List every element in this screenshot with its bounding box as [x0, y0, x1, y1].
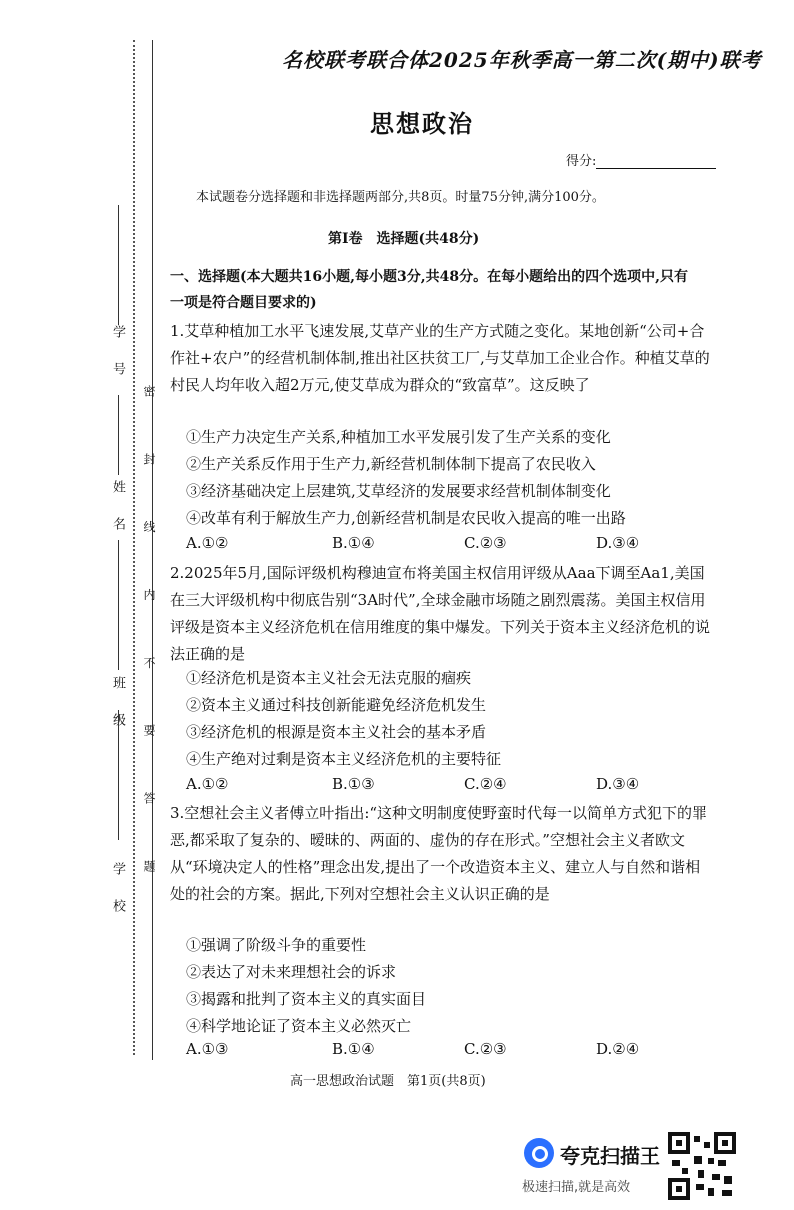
question-stem: 1.艾草种植加工水平飞速发展,艾草产业的生产方式随之变化。某地创新“公司+合作社+农户”的经营机制体制,推出社区扶贫工厂,与艾草加工企业合作。种植艾草的村民人均年收入超2万元,使艾草成为群众的“致富草”。这反映了: [170, 322, 710, 394]
choice-b[interactable]: B.①④: [332, 1040, 375, 1058]
seal-notice: 密 封 线 内 不 要 答 题: [142, 385, 156, 898]
choice-c[interactable]: C.②④: [464, 775, 507, 793]
school-label: 学 校: [110, 862, 125, 923]
question-2-option-2: ②资本主义通过科技创新能避免经济危机发生: [186, 696, 487, 714]
question-1-option-4: ④改革有利于解放生产力,创新经营机制是农民收入提高的唯一出路: [186, 509, 626, 527]
watermark-tagline: 极速扫描,就是高效: [522, 1180, 631, 1195]
student-id-blank: [118, 205, 119, 325]
score-label: 得分:: [566, 154, 597, 169]
part-title: 第Ⅰ卷 选择题(共48分): [328, 231, 480, 247]
section-title: 一、选择题(本大题共16小题,每小题3分,共48分。在每小题给出的四个选项中,只有一项是符合题目要求的): [170, 269, 688, 311]
exam-intro: 本试题卷分选择题和非选择题两部分,共8页。时量75分钟,满分100分。: [196, 190, 605, 205]
question-1-option-3: ③经济基础决定上层建筑,艾草经济的发展要求经营机制体制变化: [186, 482, 611, 500]
question-3-option-4: ④科学地论证了资本主义必然灭亡: [186, 1017, 412, 1035]
question-3-option-3: ③揭露和批判了资本主义的真实面目: [186, 990, 427, 1008]
watermark-name: 夸克扫描王: [560, 1144, 660, 1168]
exam-header: 名校联考联合体2025年秋季高一第二次(期中)联考: [282, 48, 762, 72]
question-2-option-1: ①经济危机是资本主义社会无法克服的痼疾: [186, 669, 472, 687]
question-1-option-1: ①生产力决定生产关系,种植加工水平发展引发了生产关系的变化: [186, 428, 611, 446]
question-stem: 3.空想社会主义者傅立叶指出:“这种文明制度使野蛮时代每一以简单方式犯下的罪恶,都采取了复杂的、暧昧的、两面的、虚伪的存在形式。”空想社会主义者欧文从“环境决定人的性格”理念出发,提出了一个改造资本主义、建立人与自然和谐相处的社会的方案。据此,下列对空想社会主义认识正确的是: [170, 804, 708, 903]
class-label: 班 级: [110, 676, 125, 737]
question-1: [170, 318, 710, 399]
score-blank: [596, 154, 716, 169]
school-blank: [118, 710, 119, 840]
choice-b[interactable]: B.①③: [332, 775, 375, 793]
qr-code-icon[interactable]: [668, 1132, 736, 1200]
question-2-option-4: ④生产绝对过剩是资本主义经济危机的主要特征: [186, 750, 502, 768]
choice-c[interactable]: C.②③: [464, 1040, 507, 1058]
question-1-option-2: ②生产关系反作用于生产力,新经营机制体制下提高了农民收入: [186, 455, 596, 473]
student-id-label: 学 号: [110, 325, 125, 386]
choice-b[interactable]: B.①④: [332, 534, 375, 552]
choice-a[interactable]: A.①②: [186, 534, 229, 552]
name-blank: [118, 395, 119, 475]
choice-d[interactable]: D.③④: [596, 775, 640, 793]
page-title: 思想政治: [370, 109, 474, 138]
score-field[interactable]: [566, 150, 716, 169]
choice-d[interactable]: D.③④: [596, 534, 640, 552]
choice-a[interactable]: A.①③: [186, 1040, 229, 1058]
question-2-option-3: ③经济危机的根源是资本主义社会的基本矛盾: [186, 723, 487, 741]
question-stem: 2.2025年5月,国际评级机构穆迪宣布将美国主权信用评级从Aaa下调至Aa1,美国在三大评级机构中彻底告别“3A时代”,全球金融市场随之剧烈震荡。美国主权信用评级是资本主义经济危机在信用维度的集中爆发。下列关于资本主义经济危机的说法正确的是: [170, 564, 711, 663]
choice-a[interactable]: A.①②: [186, 775, 229, 793]
quark-logo-icon: [524, 1138, 554, 1168]
name-label: 姓 名: [110, 480, 125, 541]
class-blank: [118, 540, 119, 670]
binding-dotted-line: [133, 40, 135, 1055]
question-3-option-1: ①强调了阶级斗争的重要性: [186, 936, 367, 954]
question-3: [170, 800, 710, 908]
choice-c[interactable]: C.②③: [464, 534, 507, 552]
question-3-option-2: ②表达了对未来理想社会的诉求: [186, 963, 397, 981]
question-2: [170, 560, 710, 668]
page-footer: 高一思想政治试题 第1页(共8页): [290, 1074, 486, 1089]
choice-d[interactable]: D.②④: [596, 1040, 640, 1058]
